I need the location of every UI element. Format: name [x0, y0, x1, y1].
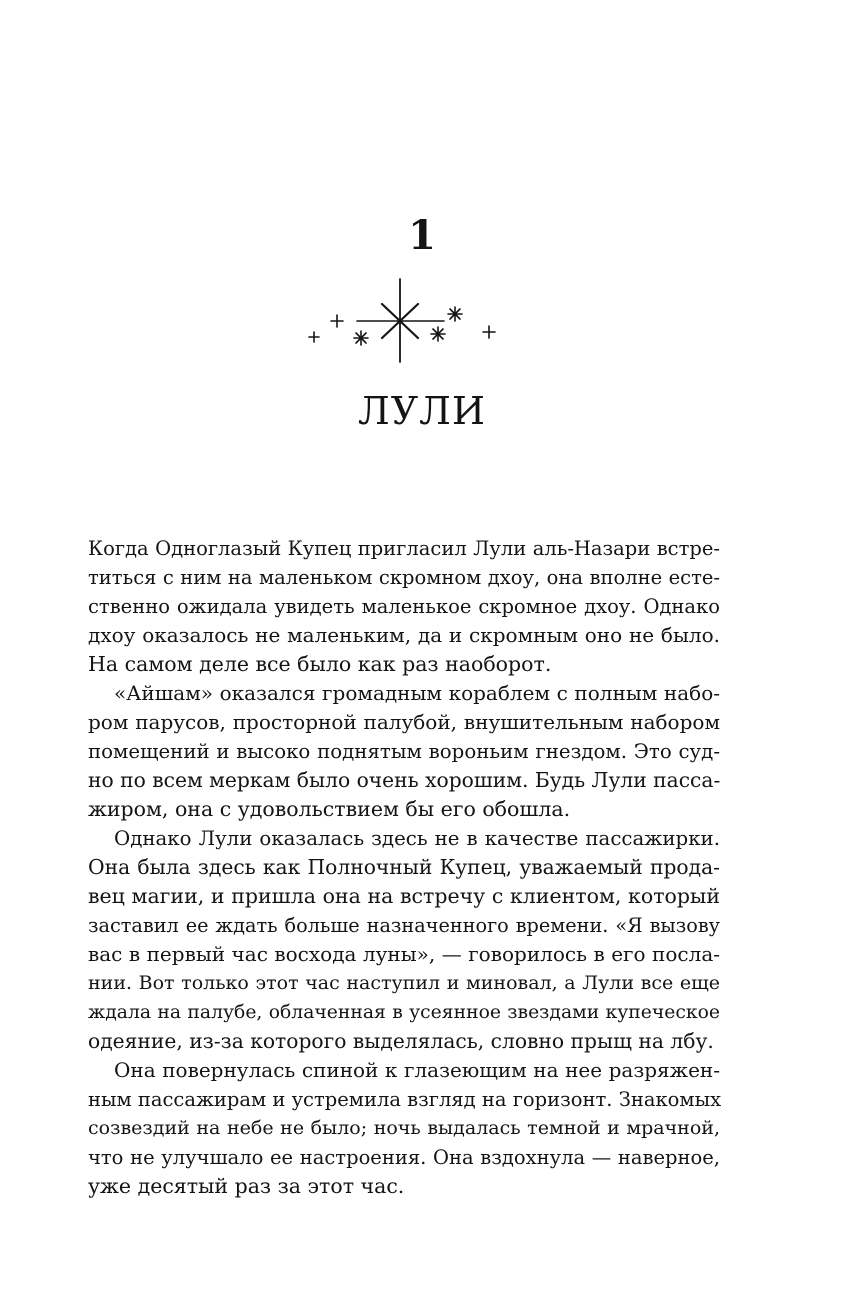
text-line: Однако Лули оказалась здесь не в качестве пассажирки. — [114, 827, 720, 850]
sparkle-icon — [483, 326, 495, 338]
text-line: но по всем меркам было очень хорошим. Будь Лули пасса- — [88, 768, 721, 792]
chapter-number: 1 — [408, 212, 436, 259]
sparkle-icon — [448, 307, 462, 321]
text-line: созвездий на небе не было; ночь выдалась темной и мрачной, — [88, 1117, 720, 1139]
paragraph — [88, 534, 720, 679]
text-line: «Айшам» оказался громадным кораблем с полным набо- — [114, 681, 720, 705]
text-line: вец магии, и пришла она на встречу с клиентом, который — [88, 884, 720, 908]
paragraph — [88, 679, 720, 824]
text-line: заставил ее ждать больше назначенного времени. «Я вызову — [88, 914, 720, 937]
text-line: ным пассажирам и устремила взгляд на горизонт. Знакомых — [88, 1088, 722, 1111]
text-line: На самом деле все было как раз наоборот. — [88, 652, 552, 676]
text-line: ром парусов, просторной палубой, внушительным набором — [88, 710, 720, 734]
star-ornament-icon — [300, 276, 510, 366]
text-line: Она повернулась спиной к глазеющим на нее разряжен- — [114, 1058, 720, 1082]
chapter-title: ЛУЛИ — [357, 389, 487, 433]
text-line: Она была здесь как Полночный Купец, уважаемый прода- — [88, 855, 720, 879]
text-line: уже десятый раз за этот час. — [88, 1174, 405, 1198]
sparkle-icon — [354, 331, 368, 345]
text-line: ственно ожидала увидеть маленькое скромное дхоу. Однако — [88, 595, 720, 618]
text-line: Когда Одноглазый Купец пригласил Лули аль-Назари встре- — [88, 537, 720, 560]
text-line: одеяние, из-за которого выделялась, словно прыщ на лбу. — [88, 1029, 714, 1053]
sparkle-icon — [309, 332, 319, 342]
chapter-body — [88, 534, 720, 1201]
paragraph — [88, 1056, 720, 1201]
text-line: жиром, она с удовольствием бы его обошла. — [88, 797, 571, 821]
central-star-icon — [357, 279, 444, 362]
text-line: вас в первый час восхода луны», — говорилось в его посла- — [88, 942, 720, 966]
text-line: дхоу оказалось не маленьким, да и скромным оно не было. — [88, 623, 720, 647]
text-line: нии. Вот только этот час наступил и миновал, а Лули все еще — [88, 972, 720, 994]
text-line: что не улучшало ее настроения. Она вздохнула — наверное, — [88, 1146, 720, 1169]
text-line: титься с ним на маленьком скромном дхоу, она вполне есте- — [88, 566, 720, 589]
paragraph — [88, 824, 720, 1056]
text-line: помещений и высоко поднятым вороньим гнездом. Это суд- — [88, 740, 720, 763]
text-line: ждала на палубе, облаченная в усеянное звездами купеческое — [88, 1002, 720, 1023]
sparkle-icon — [431, 327, 445, 341]
sparkle-icon — [331, 315, 343, 327]
